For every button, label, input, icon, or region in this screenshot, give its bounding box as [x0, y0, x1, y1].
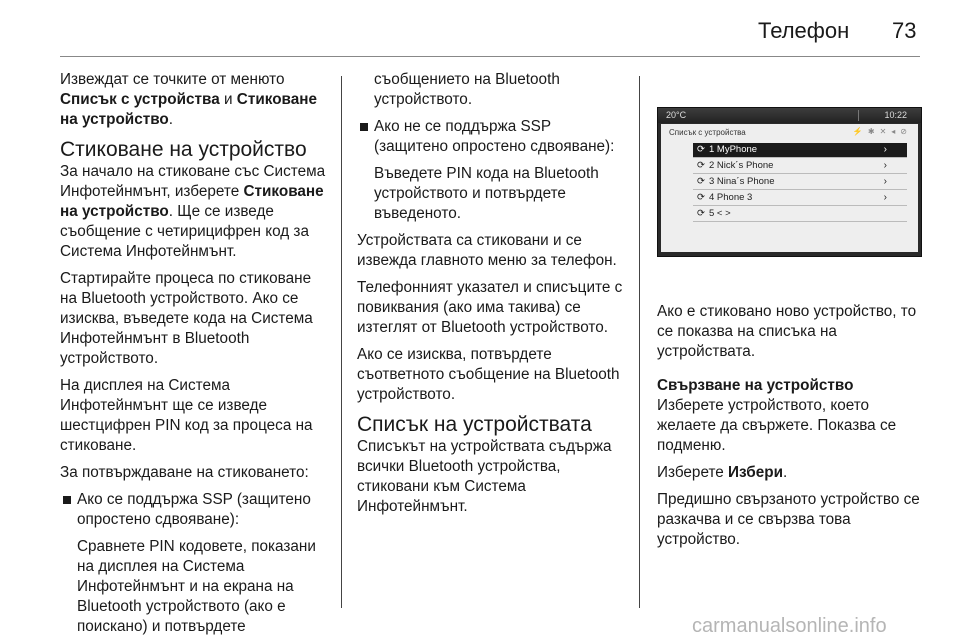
device-label: 5 < > [709, 208, 731, 219]
device-label: 3 Nina´s Phone [709, 176, 775, 187]
intro-text-and: и [219, 91, 237, 108]
watermark-text: carmanualsonline.info [692, 615, 887, 637]
screen-status-icons: ⚡✱✕◂⊘ [852, 127, 912, 136]
device-row[interactable] [693, 191, 907, 206]
page-header [0, 0, 960, 50]
section-title: Телефон [758, 18, 850, 43]
menu-item-pair-device: Стиковане на устройство [60, 91, 317, 128]
bluetooth-device-icon: ⟳ [697, 176, 705, 187]
bullet-square-icon [63, 496, 71, 504]
left-column [60, 70, 328, 644]
paragraph-paired: Устройствата са стиковани и се извежда главното меню за телефон. [357, 232, 617, 269]
bluetooth-device-icon: ⟳ [697, 160, 705, 171]
screen-list-header: Списък с устройства [669, 128, 746, 137]
paragraph-confirm-message: Ако се изисква, потвърдете съответното съобщение на Bluetooth устройството. [357, 346, 620, 403]
menu-item-device-list: Списък с устройства [60, 91, 220, 108]
screen-clock: 10:22 [884, 110, 907, 120]
bullet-ssp-detail-cont: съобщението на Bluetooth устройството. [374, 71, 560, 108]
column-divider [341, 76, 342, 608]
paragraph-device-list: Списъкът на устройствата съдържа всички Bluetooth устройства, стиковани към Система Инфотейнмънт. [357, 438, 612, 515]
bluetooth-device-icon: ⟳ [697, 192, 705, 203]
paragraph-text: . [782, 464, 788, 481]
infotainment-screen-illustration [657, 107, 922, 257]
device-row[interactable] [693, 159, 907, 174]
device-row[interactable] [693, 175, 907, 190]
intro-text: Извеждат се точките от менюто [60, 71, 285, 88]
device-label: 2 Nick´s Phone [709, 160, 774, 171]
paragraph-text: . Ще се изведе съобщение с четирицифрен код за Система Инфотейнмънт. [60, 203, 309, 260]
bullet-ssp [60, 490, 328, 530]
paragraph-text: За начало на стиковане със Система Инфотейнмънт, изберете [60, 163, 326, 200]
page-number: 73 [892, 18, 917, 43]
screen-status-divider [858, 110, 859, 121]
bullet-no-ssp-detail: Въведете PIN кода на Bluetooth устройството и потвърдете въведеното. [374, 165, 599, 222]
bluetooth-device-icon: ⟳ [697, 208, 705, 219]
screen-status-bar [658, 108, 921, 123]
bluetooth-device-icon: ⟳ [697, 144, 705, 155]
intro-text-end: . [168, 111, 174, 128]
bullet-text: Ако не се поддържа SSP (защитено опростено сдвояване): [374, 118, 615, 155]
device-label: 1 MyPhone [709, 144, 758, 155]
bullet-square-icon [360, 123, 368, 131]
menu-item-select: Избери [728, 464, 783, 481]
paragraph-text: Изберете [657, 464, 729, 481]
chevron-right-icon: › [883, 144, 887, 155]
menu-item-pair-device-ref: Стиковане на устройство [60, 183, 324, 220]
paragraph-pairing-start [60, 162, 328, 262]
intro-paragraph [60, 70, 328, 130]
middle-column [357, 70, 627, 524]
heading-pairing: Стиковане на устройство [60, 138, 307, 161]
paragraph-phonebook: Телефонният указател и списъците с повиквания (ако има такива) се изтеглят от Bluetooth устройството. [357, 279, 623, 336]
paragraph-confirm: За потвърждаване на стиковането: [60, 464, 309, 481]
heading-connect-device: Свързване на устройство [657, 377, 854, 394]
screen-temperature: 20°C [666, 110, 687, 120]
paragraph-select-device: Изберете устройството, което желаете да свържете. Показва се подменю. [657, 397, 897, 454]
device-label: 4 Phone 3 [709, 192, 753, 203]
chevron-right-icon: › [883, 160, 887, 171]
paragraph-previous-device: Предишно свързаното устройство се разкачва и се свързва това устройство. [657, 491, 920, 548]
header-divider [60, 56, 920, 57]
chevron-right-icon: › [883, 192, 887, 203]
paragraph-new-device: Ако е стиковано ново устройство, то се показва на списъка на устройствата. [657, 303, 917, 360]
chevron-right-icon: › [883, 176, 887, 187]
bullet-no-ssp [357, 117, 627, 157]
paragraph-bluetooth-start: Стартирайте процеса по стиковане на Bluetooth устройството. Ако се изисква, въведете кода на Система Инфотейнмънт в Bluetooth устройството. [60, 270, 313, 367]
bullet-text: Ако се поддържа SSP (защитено опростено сдвояване): [77, 491, 311, 528]
screen-device-list-panel [661, 124, 918, 252]
heading-device-list: Списък на устройствата [357, 413, 592, 436]
right-column [657, 302, 925, 557]
bullet-ssp-detail: Сравнете PIN кодовете, показани на дисплея на Система Инфотейнмънт и на екрана на Bluetooth устройството (ако е поискано) и потвърдете [77, 538, 316, 635]
paragraph-select-option [657, 463, 925, 483]
column-divider [639, 76, 640, 608]
device-row[interactable] [693, 207, 907, 222]
paragraph-pin-code: На дисплея на Система Инфотейнмънт ще се изведе шестцифрен PIN код за процеса на стиковане. [60, 377, 313, 454]
device-row[interactable] [693, 143, 907, 158]
